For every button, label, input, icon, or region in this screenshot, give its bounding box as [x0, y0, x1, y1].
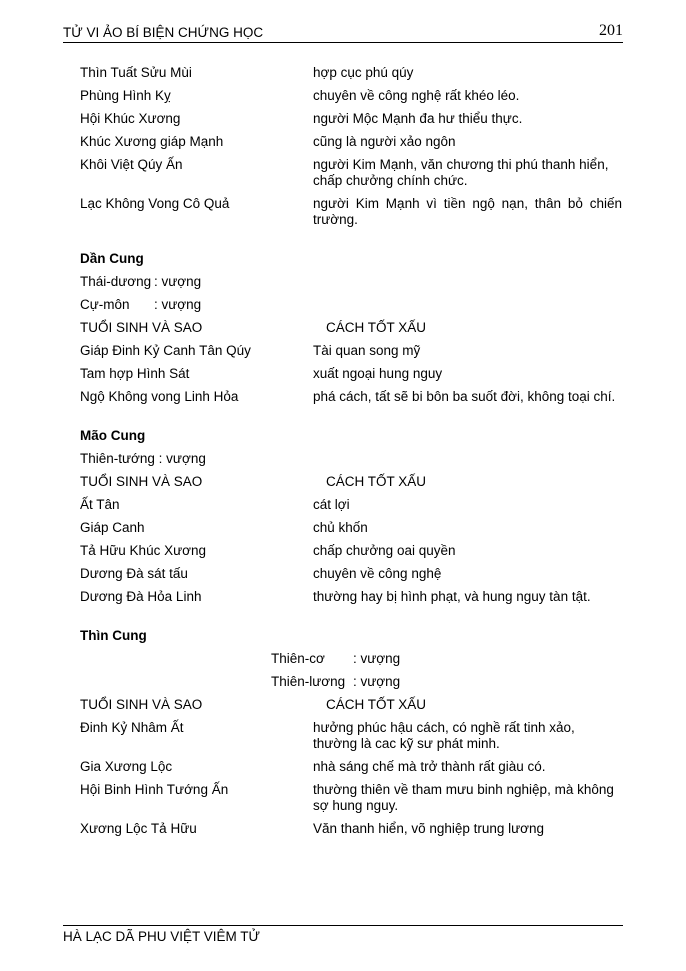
table-row — [80, 343, 622, 359]
row-left: Gia Xương Lộc — [80, 759, 173, 774]
page-number: 201 — [599, 22, 623, 39]
table-row — [80, 589, 622, 605]
book-title: TỬ VI ẢO BÍ BIỆN CHỨNG HỌC — [63, 25, 264, 40]
row-right: người Kim Mạnh, văn chương thi phú thanh hiển, chấp chưởng chính chức. — [313, 157, 609, 188]
row-right: thường thiên về tham mưu binh nghiệp, mà không sợ hung nguy. — [313, 782, 614, 813]
row-left: Ngộ Không vong Linh Hỏa — [80, 389, 239, 404]
row-right: chấp chưởng oai quyền — [313, 543, 456, 558]
row-left: Thìn Tuất Sửu Mùi — [80, 65, 192, 80]
column-header-row — [80, 697, 622, 713]
column-header-right: CÁCH TỐT XẤU — [326, 697, 427, 712]
star-line — [80, 651, 622, 667]
row-left: Khôi Việt Qúy Ấn — [80, 157, 183, 172]
row-left: Hội Khúc Xương — [80, 111, 181, 126]
row-right: chuyên về công nghệ rất khéo léo. — [313, 88, 520, 103]
column-header-row — [80, 320, 622, 336]
table-row — [80, 720, 622, 752]
row-left: Xương Lộc Tả Hữu — [80, 821, 197, 836]
row-right: người Mộc Mạnh đa hư thiểu thực. — [313, 111, 523, 126]
footer-author: HÀ LẠC DÃ PHU VIỆT VIÊM TỬ — [63, 929, 261, 944]
column-header-row — [80, 474, 622, 490]
star-status: : vượng — [154, 297, 202, 312]
row-left: Dương Đà sát tấu — [80, 566, 188, 581]
table-row — [80, 88, 622, 104]
row-right: Văn thanh hiển, võ nghiệp trung lương — [313, 821, 545, 836]
star-line — [80, 297, 622, 313]
table-row — [80, 366, 622, 382]
row-left: Khúc Xương giáp Mạnh — [80, 134, 224, 149]
table-row — [80, 543, 622, 559]
column-header-left: TUỔI SINH VÀ SAO — [80, 320, 203, 335]
page-content — [80, 65, 622, 844]
table-row — [80, 782, 622, 814]
row-right: phá cách, tất sẽ bi bôn ba suốt đời, không toại chí. — [313, 389, 616, 404]
star-line: Thiên-tướng : vượng — [80, 451, 206, 466]
row-left: Tam hợp Hình Sát — [80, 366, 190, 381]
row-left: Tả Hữu Khúc Xương — [80, 543, 206, 558]
table-row — [80, 520, 622, 536]
star-name: Thiên-cơ — [271, 651, 325, 666]
star-name: Thái-dương — [80, 274, 152, 289]
table-row — [80, 759, 622, 775]
table-row — [80, 196, 622, 228]
row-left: Giáp Canh — [80, 520, 145, 535]
column-header-right: CÁCH TỐT XẤU — [326, 320, 427, 335]
row-right: Tài quan song mỹ — [313, 343, 421, 358]
row-right: chủ khốn — [313, 520, 368, 535]
row-left: Lạc Không Vong Cô Quả — [80, 196, 230, 211]
page-footer — [63, 925, 623, 944]
star-line — [80, 674, 622, 690]
row-left: Giáp Đinh Kỷ Canh Tân Qúy — [80, 343, 251, 358]
row-right: người Kim Mạnh vì tiền ngộ nạn, thân bỏ chiến trường. — [313, 196, 622, 227]
row-left: Ất Tân — [80, 497, 120, 512]
row-right: xuất ngoại hung nguy — [313, 366, 443, 381]
table-row — [80, 65, 622, 81]
column-header-left: TUỔI SINH VÀ SAO — [80, 697, 203, 712]
star-name: Cự-môn — [80, 297, 130, 312]
row-right: hưởng phúc hậu cách, có nghề rất tinh xảo, thường là cac kỹ sư phát minh. — [313, 720, 575, 751]
star-line — [80, 274, 622, 290]
row-right: cát lợi — [313, 497, 350, 512]
column-header-right: CÁCH TỐT XẤU — [326, 474, 427, 489]
table-row — [80, 389, 622, 405]
column-header-left: TUỔI SINH VÀ SAO — [80, 474, 203, 489]
star-status: : vượng — [353, 651, 401, 666]
row-right: nhà sáng chế mà trở thành rất giàu có. — [313, 759, 546, 774]
row-left: Đinh Kỷ Nhâm Ất — [80, 720, 184, 735]
table-row — [80, 134, 622, 150]
table-row — [80, 497, 622, 513]
table-row — [80, 821, 622, 837]
row-right: cũng là người xảo ngôn — [313, 134, 456, 149]
row-right: hợp cục phú qúy — [313, 65, 414, 80]
star-name: Thiên-lương — [271, 674, 346, 689]
row-left: Hội Binh Hình Tướng Ấn — [80, 782, 229, 797]
row-left: Phùng Hình Kỵ — [80, 88, 171, 103]
section-title-dan-cung: Dần Cung — [80, 251, 144, 266]
table-row — [80, 111, 622, 127]
row-right: thường hay bị hình phạt, và hung nguy tàn tật. — [313, 589, 591, 604]
star-status: : vượng — [154, 274, 202, 289]
table-row — [80, 566, 622, 582]
row-left: Dương Đà Hỏa Linh — [80, 589, 202, 604]
page-header — [63, 22, 623, 43]
table-row — [80, 157, 622, 189]
section-title-thin-cung: Thìn Cung — [80, 628, 147, 643]
row-right: chuyên về công nghệ — [313, 566, 442, 581]
section-title-mao-cung: Mão Cung — [80, 428, 146, 443]
star-status: : vượng — [353, 674, 401, 689]
